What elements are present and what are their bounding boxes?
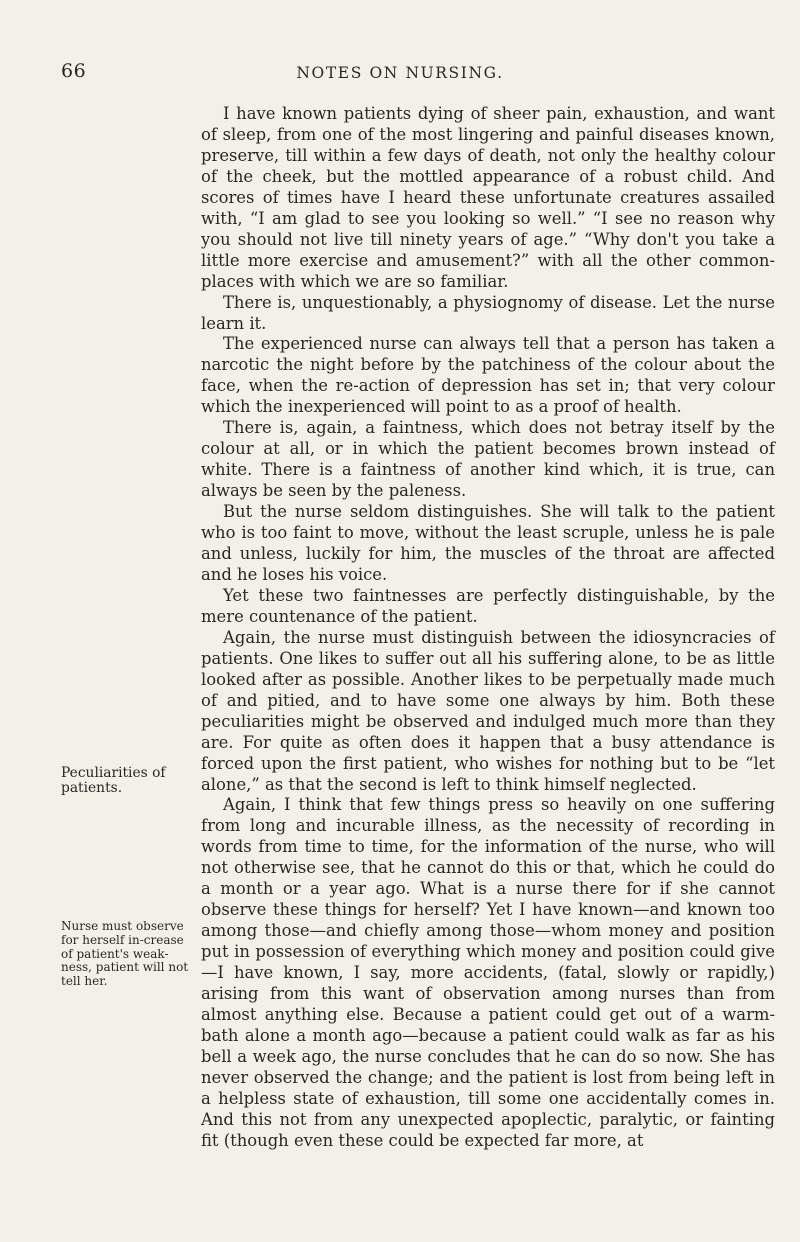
paragraph: But the nurse seldom distinguishes. She will talk to the patient who is too faint to move, without the least scruple, unless he is pale and unless, luckily for him, the muscles of the throat are affected and he loses his voice. [201,502,775,584]
paragraph: Again, I think that few things press so heavily on one suffering from long and incurable illness, as the necessity of recording in words from time to time, for the information of the nurse, who will not otherwise see, that he cannot do this or that, which he could do a month or a year ago. What is a nurse there for if she cannot observe these things for herself? Yet I have known—and known too among those—and chiefly among those—whom money and position put in possession of everything which money and position could give—I have known, I say, more accidents, (fatal, slowly or rapidly,) arising from this want of observation among nurses than from almost anything else. Because a patient could get out of a warm-bath alone a month ago—because a patient could walk as far as his bell a week ago, the nurse concludes that he can do so now. She has never observed the change; and the patient is lost from being left in a helpless state of exhaustion, till some one accidentally comes in. And this not from any unexpected apoplectic, paralytic, or fainting fit (though even these could be expected far more, at [201,795,775,1150]
paragraph: There is, unquestionably, a physiognomy of disease. Let the nurse learn it. [201,292,775,333]
paragraph: The experienced nurse can always tell that a person has taken a narcotic the night before by the patchiness of the colour about the face, when the re-action of depression has set in; that very colour which the inexperienced will point to as a proof of health. [201,334,775,417]
paragraph: Again, the nurse must distinguish between the idiosyncracies of patients. One likes to suffer out all his suffering alone, to be as little looked after as possible. Another likes to be perpetually made much of and pitied, and to have some one always by him. Both these peculiarities might be observed and indulged much more than they are. For quite as often does it happen that a busy attendance is forced upon the first patient, who wishes for nothing but to be “let alone,” as that the second is left to think himself neglected. [201,627,775,794]
margin-note-peculiarities: Peculiarities of patients. [61,765,166,797]
paragraph: I have known patients dying of sheer pain, exhaustion, and want of sleep, from one of the most lingering and painful diseases known, preserve, till within a few days of death, not only the healthy colour of the cheek, but the mottled appearance of a robust child. And scores of times have I heard these unfortunate creatures assailed with, “I am glad to see you looking so well.” “I see no reason why you should not live till ninety years of age.” “Why don't you take a little more exercise and amusement?” with all the other common-places with which we are so familiar. [201,104,775,291]
paragraph: Yet these two faintnesses are perfectly distinguishable, by the mere countenance of the patient. [201,585,775,626]
body-text [201,104,775,1152]
paragraph: There is, again, a faintness, which does not betray itself by the colour at all, or in which the patient becomes brown instead of white. There is a faintness of another kind which, it is true, can always be seen by the paleness. [201,418,775,501]
running-title: NOTES ON NURSING. [296,64,504,82]
margin-note-observe-weakness: Nurse must observe for herself in-crease of patient's weak-ness, patient will not tell her. [61,919,189,989]
page-number: 66 [61,60,87,82]
